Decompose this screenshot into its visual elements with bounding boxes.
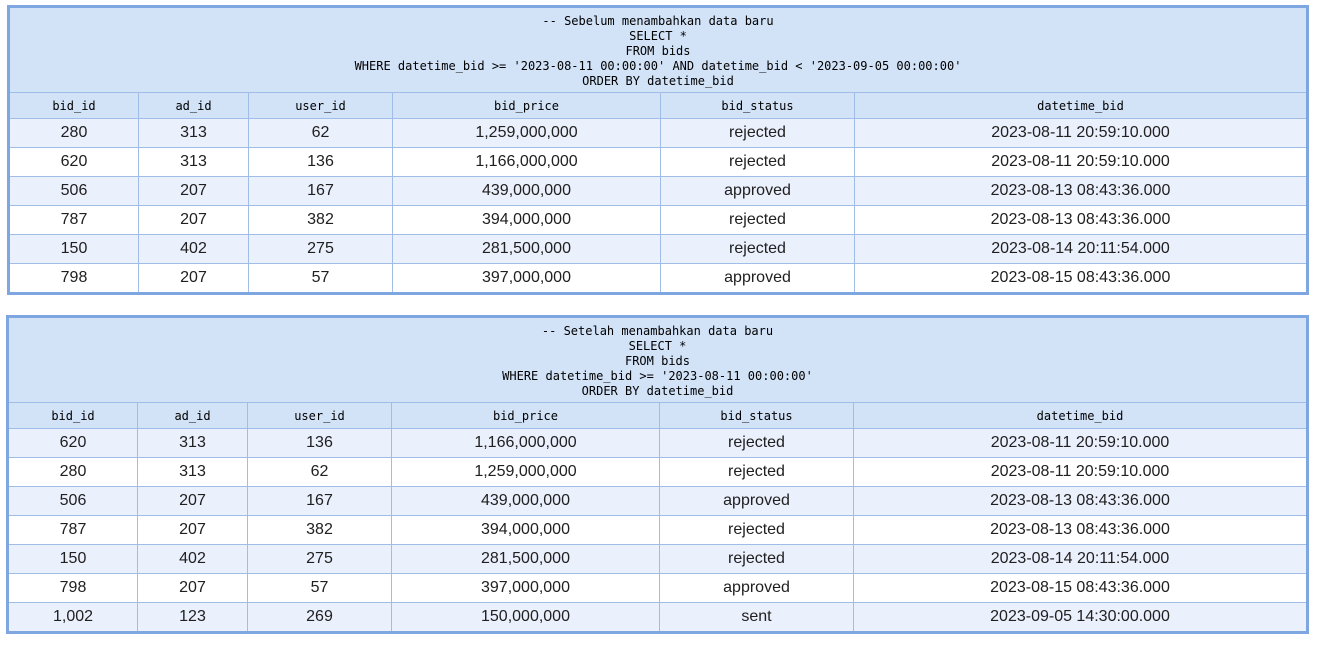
cell-bid-id: 798 — [8, 574, 138, 603]
table-row — [8, 458, 1308, 487]
table-row — [9, 119, 1308, 148]
cell-bid-status: rejected — [660, 458, 854, 487]
cell-datetime-bid: 2023-08-14 20:11:54.000 — [854, 545, 1308, 574]
cell-bid-status: approved — [661, 264, 855, 294]
table-row — [8, 429, 1308, 458]
cell-ad-id: 313 — [139, 148, 249, 177]
cell-ad-id: 402 — [138, 545, 248, 574]
cell-user-id: 382 — [249, 206, 393, 235]
query-result-table-after — [6, 315, 1309, 634]
column-header-bid-id: bid_id — [9, 93, 139, 119]
cell-ad-id: 207 — [138, 487, 248, 516]
cell-bid-status: rejected — [660, 516, 854, 545]
column-header-bid-status: bid_status — [660, 403, 854, 429]
cell-bid-id: 506 — [8, 487, 138, 516]
column-header-ad-id: ad_id — [139, 93, 249, 119]
cell-bid-price: 1,259,000,000 — [392, 458, 660, 487]
cell-ad-id: 207 — [139, 264, 249, 294]
query-line: FROM bids — [625, 44, 691, 58]
column-header-bid-id: bid_id — [8, 403, 138, 429]
cell-user-id: 167 — [248, 487, 392, 516]
cell-bid-price: 439,000,000 — [392, 487, 660, 516]
cell-datetime-bid: 2023-08-11 20:59:10.000 — [854, 458, 1308, 487]
cell-bid-price: 439,000,000 — [393, 177, 661, 206]
cell-user-id: 136 — [248, 429, 392, 458]
cell-user-id: 136 — [249, 148, 393, 177]
cell-ad-id: 123 — [138, 603, 248, 633]
cell-bid-price: 281,500,000 — [393, 235, 661, 264]
cell-user-id: 275 — [248, 545, 392, 574]
cell-bid-status: rejected — [660, 429, 854, 458]
cell-ad-id: 402 — [139, 235, 249, 264]
cell-bid-id: 280 — [9, 119, 139, 148]
cell-bid-status: sent — [660, 603, 854, 633]
cell-bid-status: rejected — [660, 545, 854, 574]
cell-user-id: 62 — [248, 458, 392, 487]
column-header-bid-price: bid_price — [392, 403, 660, 429]
cell-user-id: 167 — [249, 177, 393, 206]
cell-bid-status: approved — [660, 574, 854, 603]
cell-bid-price: 397,000,000 — [392, 574, 660, 603]
cell-datetime-bid: 2023-08-13 08:43:36.000 — [855, 177, 1308, 206]
column-header-ad-id: ad_id — [138, 403, 248, 429]
cell-bid-id: 620 — [8, 429, 138, 458]
cell-datetime-bid: 2023-08-13 08:43:36.000 — [854, 516, 1308, 545]
cell-datetime-bid: 2023-09-05 14:30:00.000 — [854, 603, 1308, 633]
cell-ad-id: 313 — [138, 429, 248, 458]
cell-bid-id: 1,002 — [8, 603, 138, 633]
cell-user-id: 57 — [248, 574, 392, 603]
column-header-datetime-bid: datetime_bid — [855, 93, 1308, 119]
cell-bid-price: 1,259,000,000 — [393, 119, 661, 148]
cell-datetime-bid: 2023-08-11 20:59:10.000 — [854, 429, 1308, 458]
cell-user-id: 57 — [249, 264, 393, 294]
cell-bid-status: rejected — [661, 119, 855, 148]
table-row — [9, 177, 1308, 206]
query-line: FROM bids — [624, 354, 691, 368]
cell-bid-price: 150,000,000 — [392, 603, 660, 633]
cell-datetime-bid: 2023-08-11 20:59:10.000 — [855, 119, 1308, 148]
cell-user-id: 269 — [248, 603, 392, 633]
table-row — [8, 516, 1308, 545]
sql-query-caption — [9, 7, 1308, 93]
cell-user-id: 382 — [248, 516, 392, 545]
cell-ad-id: 207 — [138, 516, 248, 545]
cell-bid-id: 798 — [9, 264, 139, 294]
cell-bid-price: 1,166,000,000 — [392, 429, 660, 458]
query-line: WHERE datetime_bid >= '2023-08-11 00:00:00' — [502, 369, 813, 383]
table-row — [8, 487, 1308, 516]
table-row — [8, 545, 1308, 574]
cell-ad-id: 313 — [138, 458, 248, 487]
cell-bid-price: 1,166,000,000 — [393, 148, 661, 177]
cell-bid-status: approved — [661, 177, 855, 206]
cell-datetime-bid: 2023-08-11 20:59:10.000 — [855, 148, 1308, 177]
query-line: SELECT * — [628, 339, 687, 353]
cell-datetime-bid: 2023-08-15 08:43:36.000 — [854, 574, 1308, 603]
column-header-user-id: user_id — [249, 93, 393, 119]
cell-ad-id: 207 — [138, 574, 248, 603]
query-line: WHERE datetime_bid >= '2023-08-11 00:00:00' AND datetime_bid < '2023-09-05 00:00:00' — [354, 59, 962, 73]
query-line: ORDER BY datetime_bid — [581, 384, 734, 398]
query-result-table-before — [7, 5, 1309, 295]
query-line: -- Setelah menambahkan data baru — [541, 324, 774, 338]
table-row — [9, 235, 1308, 264]
column-header-bid-status: bid_status — [661, 93, 855, 119]
query-line: ORDER BY datetime_bid — [582, 74, 734, 88]
cell-bid-id: 150 — [9, 235, 139, 264]
cell-bid-id: 787 — [9, 206, 139, 235]
cell-bid-price: 394,000,000 — [392, 516, 660, 545]
cell-ad-id: 207 — [139, 177, 249, 206]
cell-datetime-bid: 2023-08-14 20:11:54.000 — [855, 235, 1308, 264]
column-header-bid-price: bid_price — [393, 93, 661, 119]
query-line: SELECT * — [629, 29, 687, 43]
table-row — [8, 574, 1308, 603]
cell-bid-id: 280 — [8, 458, 138, 487]
sql-query-caption — [8, 317, 1308, 403]
cell-user-id: 62 — [249, 119, 393, 148]
cell-bid-id: 506 — [9, 177, 139, 206]
cell-bid-price: 281,500,000 — [392, 545, 660, 574]
cell-ad-id: 207 — [139, 206, 249, 235]
cell-datetime-bid: 2023-08-13 08:43:36.000 — [854, 487, 1308, 516]
header-row — [9, 93, 1308, 119]
cell-bid-status: rejected — [661, 235, 855, 264]
cell-bid-id: 620 — [9, 148, 139, 177]
table-row — [9, 206, 1308, 235]
cell-bid-id: 150 — [8, 545, 138, 574]
cell-bid-id: 787 — [8, 516, 138, 545]
table-row — [9, 148, 1308, 177]
cell-bid-status: approved — [660, 487, 854, 516]
cell-ad-id: 313 — [139, 119, 249, 148]
cell-bid-status: rejected — [661, 206, 855, 235]
cell-bid-status: rejected — [661, 148, 855, 177]
cell-user-id: 275 — [249, 235, 393, 264]
query-line: -- Sebelum menambahkan data baru — [542, 14, 774, 28]
table-row — [8, 603, 1308, 633]
cell-bid-price: 397,000,000 — [393, 264, 661, 294]
header-row — [8, 403, 1308, 429]
column-header-user-id: user_id — [248, 403, 392, 429]
cell-datetime-bid: 2023-08-13 08:43:36.000 — [855, 206, 1308, 235]
cell-datetime-bid: 2023-08-15 08:43:36.000 — [855, 264, 1308, 294]
column-header-datetime-bid: datetime_bid — [854, 403, 1308, 429]
cell-bid-price: 394,000,000 — [393, 206, 661, 235]
table-row — [9, 264, 1308, 294]
